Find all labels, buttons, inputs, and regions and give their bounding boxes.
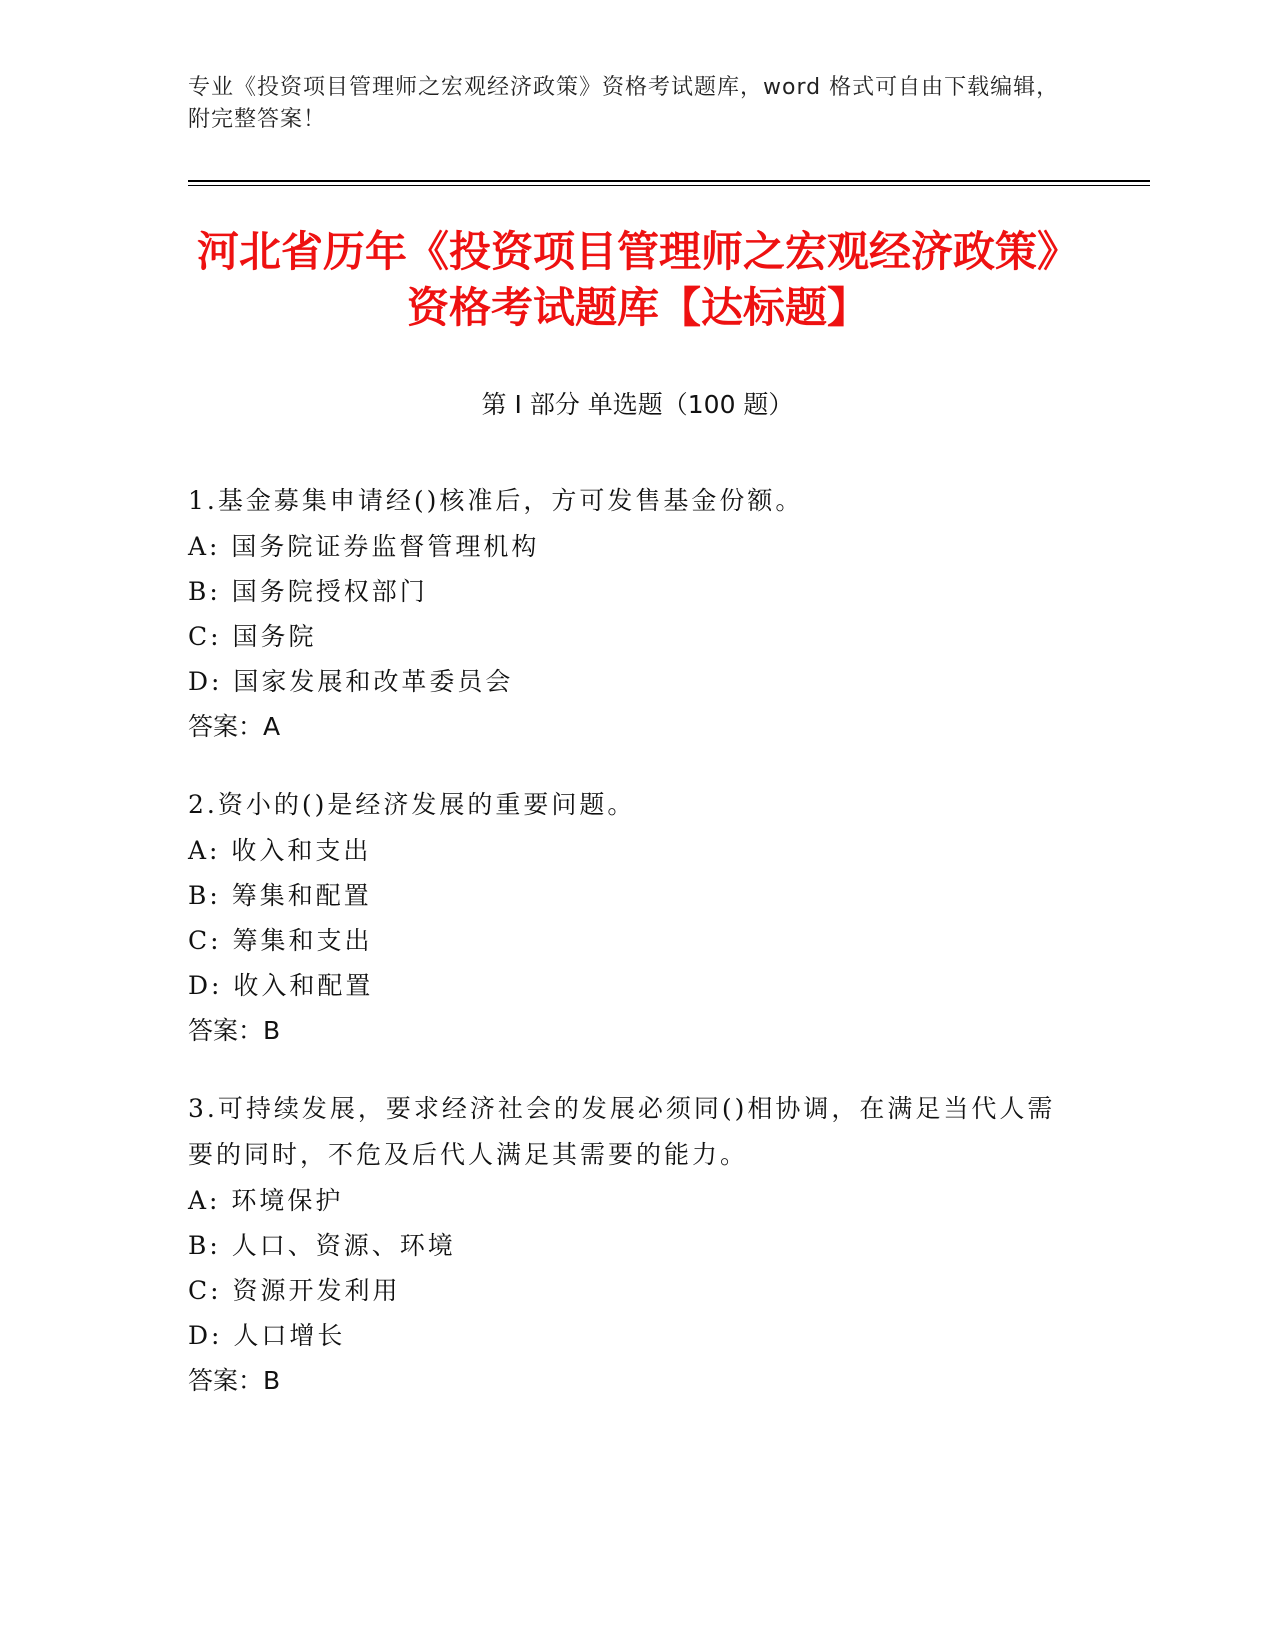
header-rule-thin [188, 185, 1150, 186]
question-stem: 1.基金募集申请经()核准后，方可发售基金份额。 [188, 486, 804, 515]
question-stem: 2.资小的()是经济发展的重要问题。 [188, 790, 636, 819]
answer: 答案：A [188, 712, 281, 741]
option-d: D: 国家发展和改革委员会 [188, 667, 514, 696]
answer: 答案：B [188, 1366, 281, 1395]
section-heading: 第 I 部分 单选题（100 题） [481, 390, 794, 419]
option-a: A: 收入和支出 [188, 836, 372, 865]
question-3 [188, 1086, 1068, 1403]
question-stem: 3.可持续发展，要求经济社会的发展必须同()相协调，在满足当代人需要的同时，不危及后代人满足其需要的能力。 [188, 1094, 1056, 1169]
answer: 答案：B [188, 1016, 281, 1045]
option-c: C: 国务院 [188, 622, 317, 651]
option-d: D: 收入和配置 [188, 971, 374, 1000]
option-a: A: 国务院证券监督管理机构 [188, 532, 540, 561]
option-b: B: 筹集和配置 [188, 881, 372, 910]
question-list [188, 478, 1068, 1436]
question-2 [188, 782, 1068, 1053]
option-b: B: 人口、资源、环境 [188, 1231, 456, 1260]
header-note: 专业《投资项目管理师之宏观经济政策》资格考试题库，word 格式可自由下载编辑，附完整答案！ [188, 75, 1060, 132]
document-title: 河北省历年《投资项目管理师之宏观经济政策》资格考试题库【达标题】 [196, 227, 1079, 332]
option-c: C: 筹集和支出 [188, 926, 373, 955]
question-1 [188, 478, 1068, 749]
option-d: D: 人口增长 [188, 1321, 346, 1350]
option-b: B: 国务院授权部门 [188, 577, 428, 606]
option-c: C: 资源开发利用 [188, 1276, 401, 1305]
header-rule-thick [188, 180, 1150, 182]
option-a: A: 环境保护 [188, 1186, 344, 1215]
